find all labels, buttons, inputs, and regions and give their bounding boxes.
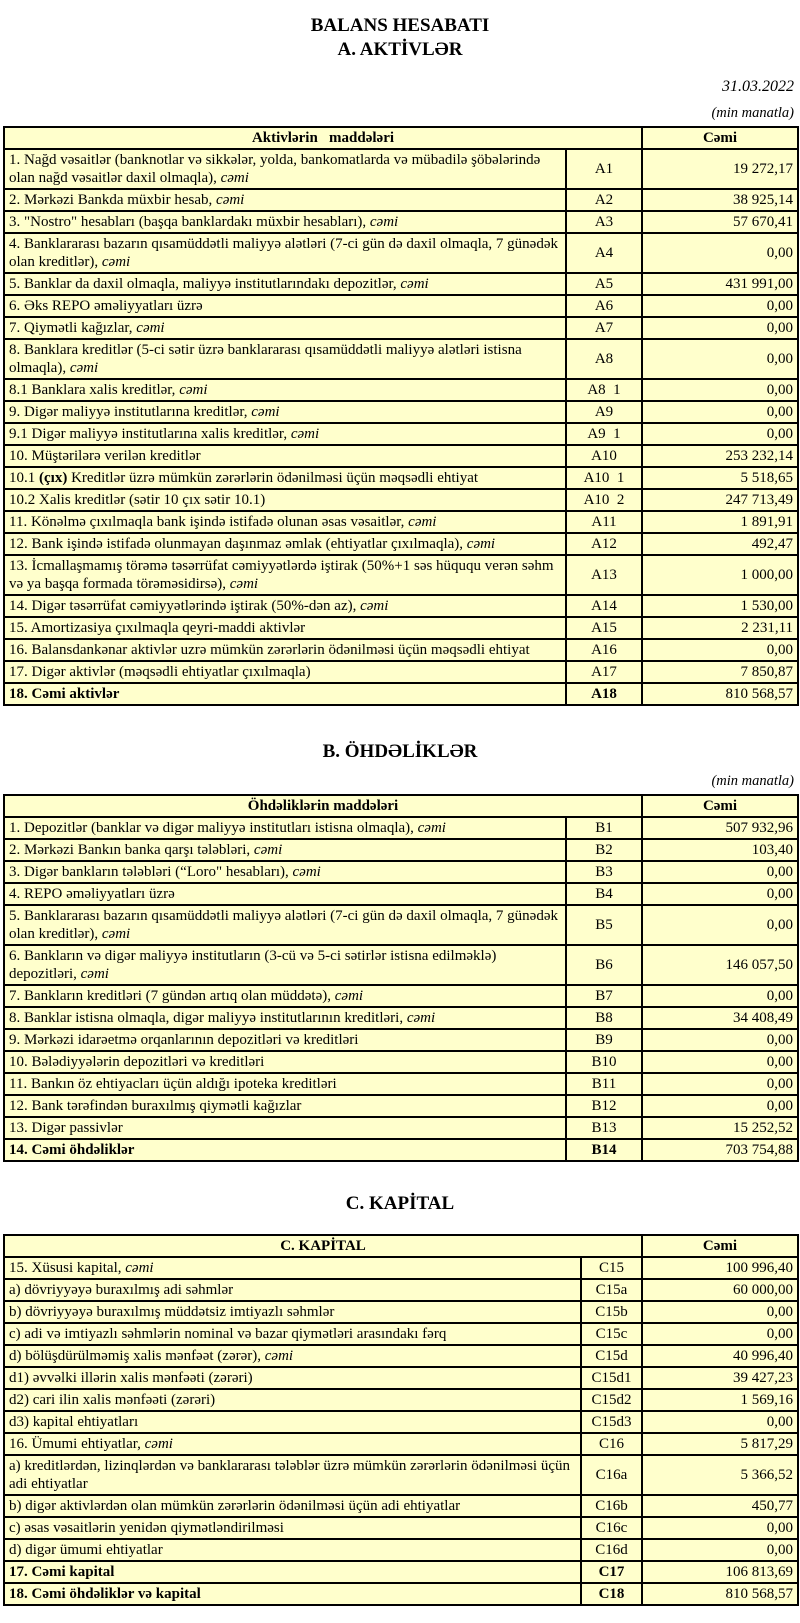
row-label: 9. Digər maliyyə institutlarına kreditlər, cəmi <box>4 401 566 423</box>
unit-note-liabilities: (min manatla) <box>711 773 794 789</box>
row-value: 39 427,23 <box>642 1367 798 1389</box>
table-row <box>4 1279 798 1301</box>
row-label: 4. REPO əməliyyatları üzrə <box>4 883 566 905</box>
row-code: A9 <box>566 401 642 423</box>
row-code: A4 <box>566 233 642 273</box>
row-code: C16d <box>581 1539 642 1561</box>
row-code: C15d2 <box>581 1389 642 1411</box>
row-value: 0,00 <box>642 1411 798 1433</box>
row-value: 7 850,87 <box>642 661 798 683</box>
row-label: 8. Banklara kreditlər (5-ci sətir üzrə banklararası qısamüddətli maliyyə alətləri istisna olmaqla), cəmi <box>4 339 566 379</box>
row-label: 2. Mərkəzi Bankda müxbir hesab, cəmi <box>4 189 566 211</box>
row-value: 0,00 <box>642 423 798 445</box>
row-code: C15a <box>581 1279 642 1301</box>
liabilities-header-value: Cəmi <box>642 795 798 817</box>
row-value: 57 670,41 <box>642 211 798 233</box>
row-label: 3. "Nostro" hesabları (başqa banklardakı müxbir hesabları), cəmi <box>4 211 566 233</box>
row-value: 0,00 <box>642 1095 798 1117</box>
row-label: 6. Əks REPO əməliyyatları üzrə <box>4 295 566 317</box>
row-value: 103,40 <box>642 839 798 861</box>
row-code: B3 <box>566 861 642 883</box>
row-code: C16 <box>581 1433 642 1455</box>
row-code: B1 <box>566 817 642 839</box>
row-code: A17 <box>566 661 642 683</box>
capital-table <box>3 1234 799 1606</box>
table-row <box>4 905 798 945</box>
row-label: c) adi və imtiyazlı səhmlərin nominal və bazar qiymətləri arasındakı fərq <box>4 1323 581 1345</box>
row-value: 106 813,69 <box>642 1561 798 1583</box>
table-row <box>4 1411 798 1433</box>
table-row <box>4 817 798 839</box>
row-label: 12. Bank işində istifadə olunmayan daşınmaz əmlak (ehtiyatlar çıxılmaqla), cəmi <box>4 533 566 555</box>
row-code: B2 <box>566 839 642 861</box>
row-code: C17 <box>581 1561 642 1583</box>
table-row <box>4 1433 798 1455</box>
row-label: 18. Cəmi öhdəliklər və kapital <box>4 1583 581 1605</box>
table-row <box>4 985 798 1007</box>
row-label: d3) kapital ehtiyatları <box>4 1411 581 1433</box>
row-label: c) əsas vəsaitlərin yenidən qiymətləndirilməsi <box>4 1517 581 1539</box>
liabilities-header-label: Öhdəliklərin maddələri <box>4 795 642 817</box>
row-label: 8. Banklar istisna olmaqla, digər maliyyə institutlarının kreditləri, cəmi <box>4 1007 566 1029</box>
row-label: d2) cari ilin xalis mənfəəti (zərəri) <box>4 1389 581 1411</box>
table-row <box>4 149 798 189</box>
row-value: 1 000,00 <box>642 555 798 595</box>
capital-header-value: Cəmi <box>642 1235 798 1257</box>
row-code: C18 <box>581 1583 642 1605</box>
assets-table-header-row <box>4 127 798 149</box>
row-label: 16. Ümumi ehtiyatlar, cəmi <box>4 1433 581 1455</box>
unit-note-assets: (min manatla) <box>711 105 794 121</box>
row-value: 247 713,49 <box>642 489 798 511</box>
row-label: 12. Bank tərəfindən buraxılmış qiymətli kağızlar <box>4 1095 566 1117</box>
row-value: 492,47 <box>642 533 798 555</box>
table-row <box>4 883 798 905</box>
table-row <box>4 1389 798 1411</box>
row-value: 0,00 <box>642 379 798 401</box>
row-code: B6 <box>566 945 642 985</box>
row-label: 10.1 (çıx) Kreditlər üzrə mümkün zərərlərin ödənilməsi üçün məqsədli ehtiyat <box>4 467 566 489</box>
table-row <box>4 1561 798 1583</box>
row-value: 5 518,65 <box>642 467 798 489</box>
row-label: 6. Bankların və digər maliyyə institutların (3-cü və 5-ci sətirlər istisna edilməklə) depozitləri, cəmi <box>4 945 566 985</box>
row-code: A13 <box>566 555 642 595</box>
row-label: b) digər aktivlərdən olan mümkün zərərlərin ödənilməsi üçün adi ehtiyatlar <box>4 1495 581 1517</box>
row-label: 18. Cəmi aktivlər <box>4 683 566 705</box>
row-code: B7 <box>566 985 642 1007</box>
row-label: 8.1 Banklara xalis kreditlər, cəmi <box>4 379 566 401</box>
table-row <box>4 339 798 379</box>
table-row <box>4 533 798 555</box>
row-code: A7 <box>566 317 642 339</box>
row-value: 0,00 <box>642 295 798 317</box>
row-code: C15 <box>581 1257 642 1279</box>
section-c-title: C. KAPİTAL <box>345 1193 455 1214</box>
row-code: B8 <box>566 1007 642 1029</box>
row-label: a) kreditlərdən, lizinqlərdən və banklararası tələblər üzrə mümkün zərərlərin ödənilməsi üçün adi ehtiyatlar <box>4 1455 581 1495</box>
table-row <box>4 1455 798 1495</box>
row-value: 0,00 <box>642 1517 798 1539</box>
row-value: 0,00 <box>642 1073 798 1095</box>
row-value: 1 569,16 <box>642 1389 798 1411</box>
row-label: 9. Mərkəzi idarəetmə orqanlarının depozitləri və kreditləri <box>4 1029 566 1051</box>
row-code: C16c <box>581 1517 642 1539</box>
table-row <box>4 861 798 883</box>
table-row <box>4 1583 798 1605</box>
liabilities-table-header-row <box>4 795 798 817</box>
table-row <box>4 233 798 273</box>
table-row <box>4 1345 798 1367</box>
row-value: 810 568,57 <box>642 1583 798 1605</box>
row-label: 1. Depozitlər (banklar və digər maliyyə institutları istisna olmaqla), cəmi <box>4 817 566 839</box>
row-value: 1 891,91 <box>642 511 798 533</box>
capital-table-header-row <box>4 1235 798 1257</box>
table-row <box>4 445 798 467</box>
row-label: b) dövriyyəyə buraxılmış müddətsiz imtiyazlı səhmlər <box>4 1301 581 1323</box>
row-label: 13. Digər passivlər <box>4 1117 566 1139</box>
assets-table <box>3 126 799 706</box>
row-value: 253 232,14 <box>642 445 798 467</box>
row-label: 11. Könəlmə çıxılmaqla bank işində istifadə olunan əsas vəsaitlər, cəmi <box>4 511 566 533</box>
row-value: 5 817,29 <box>642 1433 798 1455</box>
row-label: 10.2 Xalis kreditlər (sətir 10 çıx sətir 10.1) <box>4 489 566 511</box>
row-label: 14. Digər təsərrüfat cəmiyyətlərində iştirak (50%-dən az), cəmi <box>4 595 566 617</box>
row-code: A3 <box>566 211 642 233</box>
table-row <box>4 1323 798 1345</box>
table-row <box>4 1367 798 1389</box>
table-row <box>4 379 798 401</box>
row-label: 4. Banklararası bazarın qısamüddətli maliyyə alətləri (7-ci gün də daxil olmaqla, 7 günədək olan kreditlər), cəmi <box>4 233 566 273</box>
row-label: 7. Bankların kreditləri (7 gündən artıq olan müddətə), cəmi <box>4 985 566 1007</box>
row-code: B11 <box>566 1073 642 1095</box>
row-code: B5 <box>566 905 642 945</box>
table-row <box>4 839 798 861</box>
table-row <box>4 1495 798 1517</box>
row-code: C16b <box>581 1495 642 1517</box>
table-row <box>4 555 798 595</box>
row-code: A10 1 <box>566 467 642 489</box>
row-value: 450,77 <box>642 1495 798 1517</box>
row-value: 0,00 <box>642 401 798 423</box>
row-value: 146 057,50 <box>642 945 798 985</box>
row-code: A8 1 <box>566 379 642 401</box>
row-value: 0,00 <box>642 985 798 1007</box>
row-label: a) dövriyyəyə buraxılmış adi səhmlər <box>4 1279 581 1301</box>
row-label: 3. Digər bankların tələbləri (“Loro" hesabları), cəmi <box>4 861 566 883</box>
row-value: 0,00 <box>642 1539 798 1561</box>
row-value: 0,00 <box>642 317 798 339</box>
assets-header-label: Aktivlərin maddələri <box>4 127 642 149</box>
row-code: A18 <box>566 683 642 705</box>
row-value: 0,00 <box>642 905 798 945</box>
row-code: B9 <box>566 1029 642 1051</box>
row-value: 0,00 <box>642 233 798 273</box>
row-label: 14. Cəmi öhdəliklər <box>4 1139 566 1161</box>
row-code: A16 <box>566 639 642 661</box>
row-label: 5. Banklar da daxil olmaqla, maliyyə institutlarındakı depozitlər, cəmi <box>4 273 566 295</box>
table-row <box>4 1051 798 1073</box>
row-value: 5 366,52 <box>642 1455 798 1495</box>
table-row <box>4 1257 798 1279</box>
row-code: A2 <box>566 189 642 211</box>
row-value: 40 996,40 <box>642 1345 798 1367</box>
row-label: d1) əvvəlki illərin xalis mənfəəti (zərəri) <box>4 1367 581 1389</box>
row-label: 1. Nağd vəsaitlər (banknotlar və sikkələr, yolda, bankomatlarda və mübadilə şöbələrində olan nağd vəsaitlər daxil olmaqla), cəmi <box>4 149 566 189</box>
row-code: A1 <box>566 149 642 189</box>
row-value: 15 252,52 <box>642 1117 798 1139</box>
row-value: 0,00 <box>642 339 798 379</box>
row-code: B14 <box>566 1139 642 1161</box>
row-value: 703 754,88 <box>642 1139 798 1161</box>
row-value: 38 925,14 <box>642 189 798 211</box>
row-code: A9 1 <box>566 423 642 445</box>
table-row <box>4 401 798 423</box>
row-code: A15 <box>566 617 642 639</box>
row-code: A10 2 <box>566 489 642 511</box>
table-row <box>4 683 798 705</box>
assets-header-value: Cəmi <box>642 127 798 149</box>
liabilities-table <box>3 794 799 1162</box>
row-label: 17. Cəmi kapital <box>4 1561 581 1583</box>
row-value: 431 991,00 <box>642 273 798 295</box>
row-value: 60 000,00 <box>642 1279 798 1301</box>
row-code: A8 <box>566 339 642 379</box>
row-value: 19 272,17 <box>642 149 798 189</box>
row-label: 10. Müştərilərə verilən kreditlər <box>4 445 566 467</box>
row-label: 2. Mərkəzi Bankın banka qarşı tələbləri, cəmi <box>4 839 566 861</box>
row-code: C15d1 <box>581 1367 642 1389</box>
row-code: A11 <box>566 511 642 533</box>
row-code: C15b <box>581 1301 642 1323</box>
row-code: B10 <box>566 1051 642 1073</box>
row-code: B4 <box>566 883 642 905</box>
table-row <box>4 1073 798 1095</box>
row-code: B13 <box>566 1117 642 1139</box>
row-label: 9.1 Digər maliyyə institutlarına xalis kreditlər, cəmi <box>4 423 566 445</box>
row-label: 7. Qiymətli kağızlar, cəmi <box>4 317 566 339</box>
row-value: 34 408,49 <box>642 1007 798 1029</box>
table-row <box>4 1301 798 1323</box>
row-label: 17. Digər aktivlər (məqsədli ehtiyatlar çıxılmaqla) <box>4 661 566 683</box>
table-row <box>4 617 798 639</box>
row-code: A5 <box>566 273 642 295</box>
row-value: 100 996,40 <box>642 1257 798 1279</box>
row-value: 2 231,11 <box>642 617 798 639</box>
table-row <box>4 1139 798 1161</box>
row-value: 0,00 <box>642 1029 798 1051</box>
row-label: 5. Banklararası bazarın qısamüddətli maliyyə alətləri (7-ci gün də daxil olmaqla, 7 günədək olan kreditlər), cəmi <box>4 905 566 945</box>
table-row <box>4 189 798 211</box>
table-row <box>4 1117 798 1139</box>
row-code: C15c <box>581 1323 642 1345</box>
row-label: 10. Bələdiyyələrin depozitləri və kreditləri <box>4 1051 566 1073</box>
table-row <box>4 595 798 617</box>
row-value: 0,00 <box>642 861 798 883</box>
table-row <box>4 423 798 445</box>
table-row <box>4 489 798 511</box>
row-value: 810 568,57 <box>642 683 798 705</box>
table-row <box>4 639 798 661</box>
table-row <box>4 1095 798 1117</box>
row-label: 15. Xüsusi kapital, cəmi <box>4 1257 581 1279</box>
table-row <box>4 1539 798 1561</box>
table-row <box>4 295 798 317</box>
row-label: 11. Bankın öz ehtiyacları üçün aldığı ipoteka kreditləri <box>4 1073 566 1095</box>
row-code: C16a <box>581 1455 642 1495</box>
section-b-title: B. ÖHDƏLİKLƏR <box>322 741 478 762</box>
table-row <box>4 467 798 489</box>
report-date: 31.03.2022 <box>722 78 794 95</box>
row-code: A10 <box>566 445 642 467</box>
row-value: 507 932,96 <box>642 817 798 839</box>
section-a-title: A. AKTİVLƏR <box>337 39 463 60</box>
row-value: 0,00 <box>642 1323 798 1345</box>
row-value: 0,00 <box>642 883 798 905</box>
table-row <box>4 945 798 985</box>
table-row <box>4 1007 798 1029</box>
capital-header-label: C. KAPİTAL <box>4 1235 642 1257</box>
row-code: A6 <box>566 295 642 317</box>
table-row <box>4 273 798 295</box>
document-title: BALANS HESABATI <box>310 15 490 36</box>
row-code: A12 <box>566 533 642 555</box>
row-label: d) bölüşdürülməmiş xalis mənfəət (zərər), cəmi <box>4 1345 581 1367</box>
table-row <box>4 1029 798 1051</box>
table-row <box>4 661 798 683</box>
table-row <box>4 211 798 233</box>
row-code: A14 <box>566 595 642 617</box>
row-label: d) digər ümumi ehtiyatlar <box>4 1539 581 1561</box>
row-label: 15. Amortizasiya çıxılmaqla qeyri-maddi aktivlər <box>4 617 566 639</box>
row-code: C15d3 <box>581 1411 642 1433</box>
row-value: 1 530,00 <box>642 595 798 617</box>
table-row <box>4 1517 798 1539</box>
row-value: 0,00 <box>642 1051 798 1073</box>
row-value: 0,00 <box>642 639 798 661</box>
row-value: 0,00 <box>642 1301 798 1323</box>
row-label: 16. Balansdankənar aktivlər uzrə mümkün zərərlərin ödənilməsi üçün məqsədli ehtiyat <box>4 639 566 661</box>
row-code: B12 <box>566 1095 642 1117</box>
table-row <box>4 317 798 339</box>
row-label: 13. İcmallaşmamış törəmə təsərrüfat cəmiyyətlərdə iştirak (50%+1 səs hüququ verən səhm və ya başqa formada törəməsidirsə), cəmi <box>4 555 566 595</box>
table-row <box>4 511 798 533</box>
row-code: C15d <box>581 1345 642 1367</box>
